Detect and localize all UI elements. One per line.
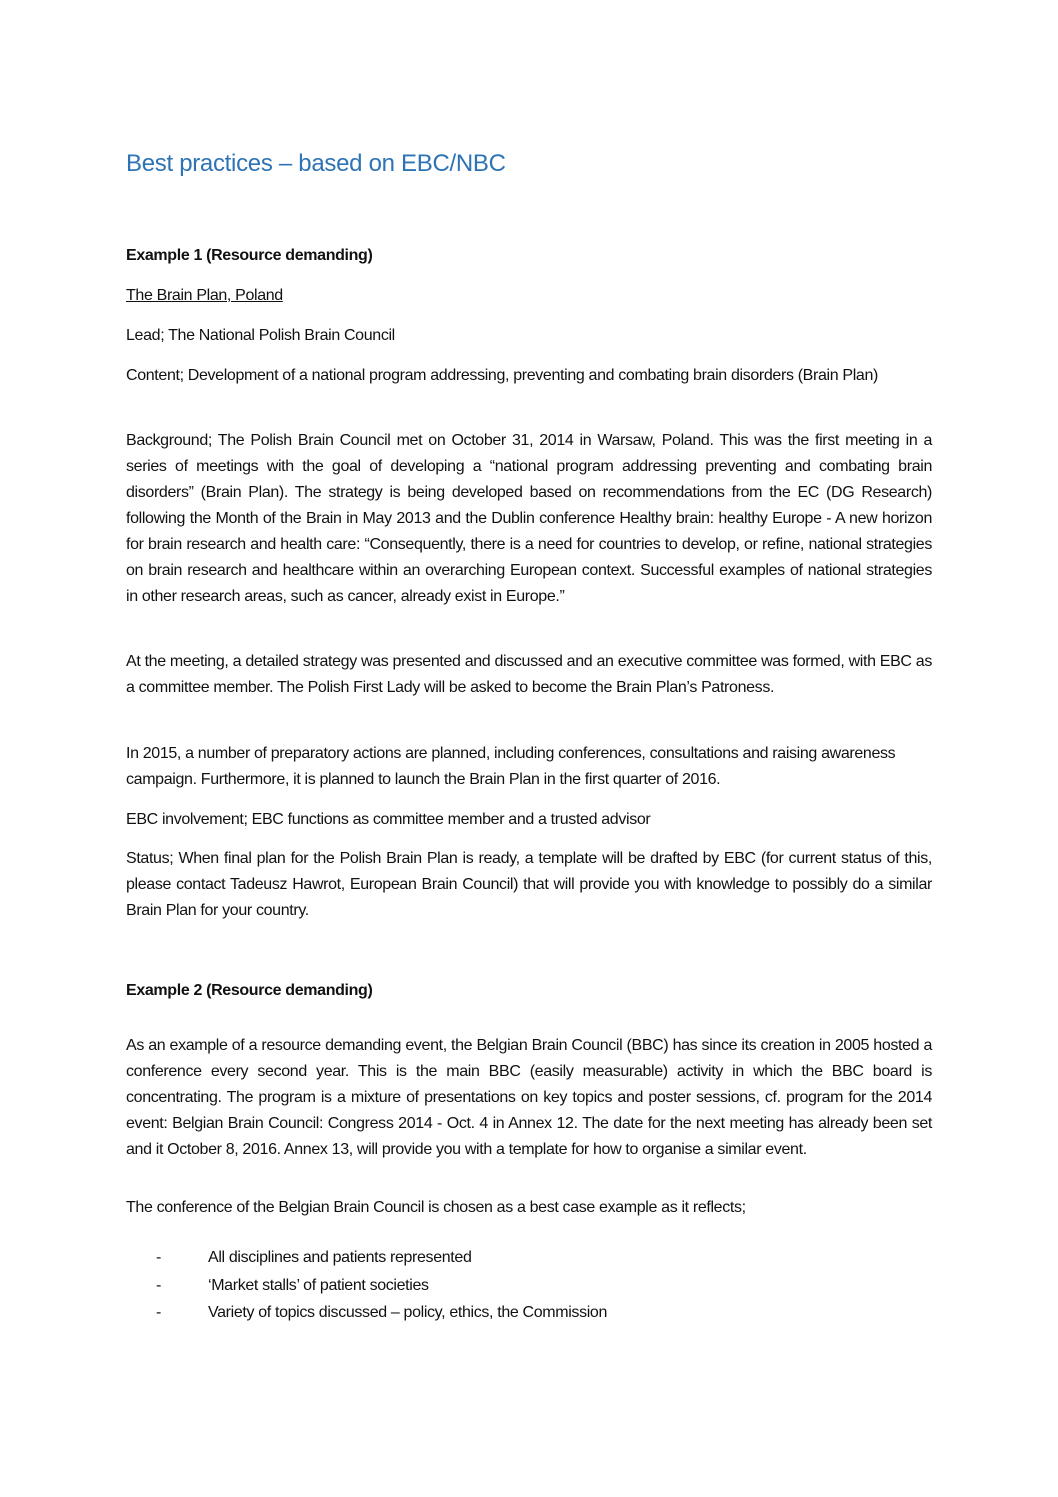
reflects-list [126, 1244, 932, 1327]
list-item [126, 1272, 932, 1300]
example1-heading: Example 1 (Resource demanding) [126, 247, 373, 264]
example1-content: Content; Development of a national program addressing, preventing and combating brain disorders (Brain Plan) [126, 367, 878, 384]
example1-background: Background; The Polish Brain Council met on October 31, 2014 in Warsaw, Poland. This was the first meeting in a series of meetings with the goal of developing a “national program addressing preventing and combating brain disorders” (Brain Plan). The strategy is being developed based on recommendations from the EC (DG Research) following the Month of the Brain in May 2013 and the Dublin conference Healthy brain: healthy Europe - A new horizon for brain research and health care: “Consequently, there is a need for countries to develop, or refine, national strategies on brain research and healthcare within an overarching European context. Successful examples of national strategies in other research areas, such as cancer, already exist in Europe.” [126, 432, 932, 605]
example1-lead: Lead; The National Polish Brain Council [126, 327, 395, 344]
example2-heading: Example 2 (Resource demanding) [126, 982, 373, 999]
list-item-text: ‘Market stalls’ of patient societies [208, 1276, 429, 1294]
list-item [126, 1244, 932, 1272]
example1-subtitle: The Brain Plan, Poland [126, 287, 283, 304]
dash-bullet-icon: - [156, 1276, 161, 1294]
page-title: Best practices – based on EBC/NBC [126, 150, 506, 177]
example1-plans: In 2015, a number of preparatory actions are planned, including conferences, consultations and raising awareness campaign. Furthermore, it is planned to launch the Brain Plan in the first quarter of 2016. [126, 745, 896, 788]
list-item-text: Variety of topics discussed – policy, ethics, the Commission [208, 1304, 608, 1321]
dash-bullet-icon: - [156, 1249, 161, 1266]
list-item-text: All disciplines and patients represented [208, 1249, 472, 1266]
dash-bullet-icon: - [156, 1304, 161, 1321]
list-item [126, 1299, 932, 1327]
example1-meeting: At the meeting, a detailed strategy was presented and discussed and an executive committee was formed, with EBC as a committee member. The Polish First Lady will be asked to become the Brain Plan’s Patroness. [126, 653, 932, 696]
example2-intro: As an example of a resource demanding event, the Belgian Brain Council (BBC) has since its creation in 2005 hosted a conference every second year. This is the main BBC (easily measurable) activity in which the BBC board is concentrating. The program is a mixture of presentations on key topics and poster sessions, cf. program for the 2014 event: Belgian Brain Council: Congress 2014 - Oct. 4 in Annex 12. The date for the next meeting has already been set and it October 8, 2016. Annex 13, will provide you with a template for how to organise a similar event. [126, 1037, 932, 1158]
example2-reflects: The conference of the Belgian Brain Council is chosen as a best case example as it reflects; [126, 1199, 746, 1216]
example1-status: Status; When final plan for the Polish Brain Plan is ready, a template will be drafted by EBC (for current status of this, please contact Tadeusz Hawrot, European Brain Council) that will provide you with knowledge to possibly do a similar Brain Plan for your country. [126, 850, 932, 919]
example1-involvement: EBC involvement; EBC functions as committee member and a trusted advisor [126, 811, 651, 828]
